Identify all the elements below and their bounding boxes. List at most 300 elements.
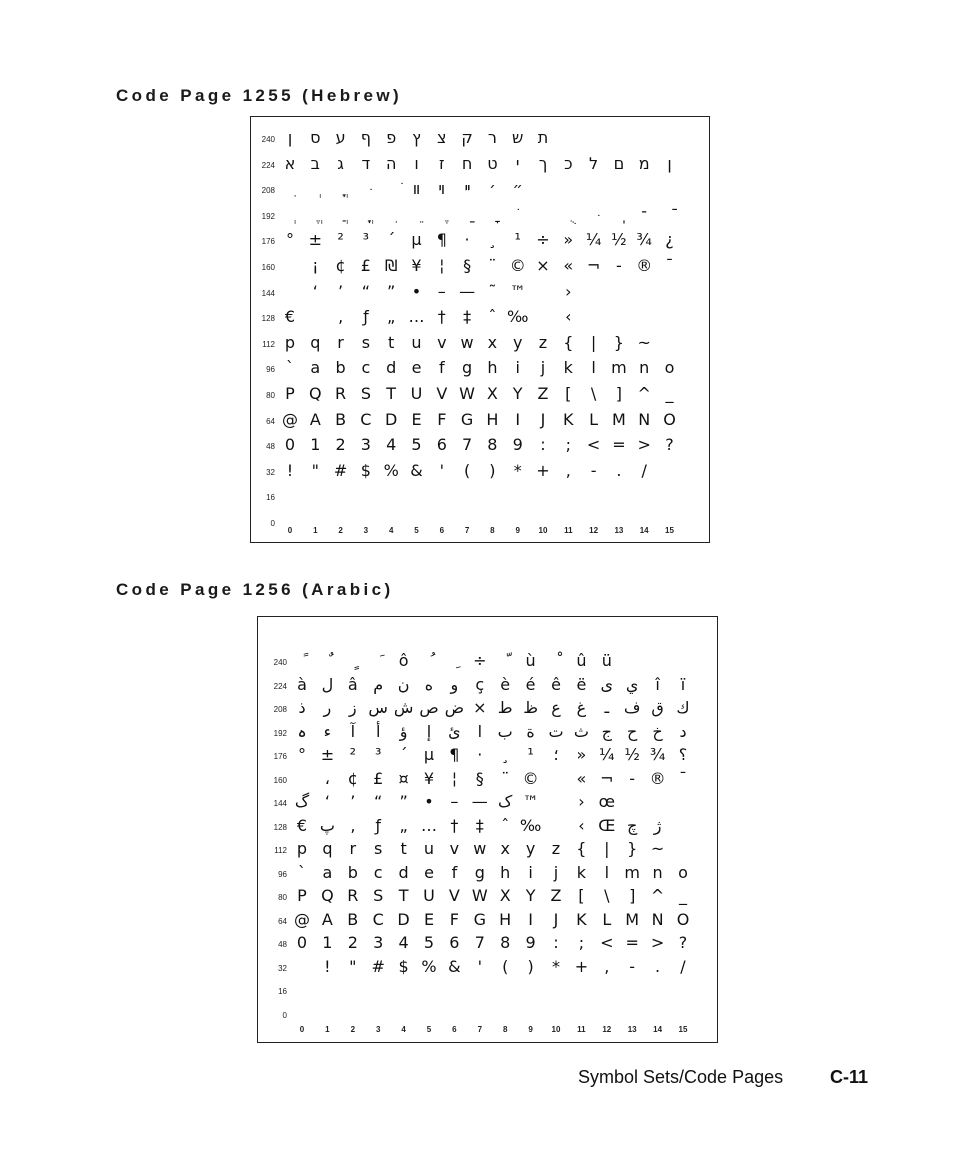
char-cell: I: [515, 409, 521, 429]
char-cell: €: [296, 815, 308, 835]
char-cell: آ: [350, 721, 356, 741]
char-cell: [302, 180, 328, 198]
char-cell: [277, 180, 303, 198]
char-cell: ¹: [527, 745, 534, 764]
char-cell: s: [374, 839, 383, 858]
char-cell: 8: [500, 933, 511, 952]
table-row: [258, 791, 717, 816]
table-row: [258, 862, 717, 887]
char-cell: 2: [335, 435, 346, 455]
char-cell: ץ: [412, 128, 421, 147]
char-cell: 5: [423, 933, 435, 952]
column-label: 4: [388, 526, 394, 535]
row-label: 176: [261, 237, 275, 247]
char-cell: ר: [487, 128, 497, 147]
column-label: 10: [538, 526, 548, 535]
char-cell: א: [284, 153, 296, 173]
char-cell: 6: [449, 933, 460, 952]
char-cell: J: [540, 409, 546, 429]
char-cell: j: [553, 862, 559, 882]
char-cell: |: [590, 332, 597, 352]
char-cell: d: [386, 358, 397, 378]
code-table-arabic: [257, 616, 718, 1043]
char-cell: ד: [361, 153, 371, 173]
char-cell: 0: [296, 933, 308, 952]
char-cell: ¡: [312, 256, 319, 275]
char-cell: `: [298, 862, 306, 882]
char-cell: ": [311, 460, 319, 480]
char-cell: @: [282, 409, 298, 429]
char-cell: •: [411, 281, 422, 301]
table-row: [251, 204, 709, 229]
char-cell: ¨: [501, 768, 510, 788]
char-cell: [: [565, 384, 572, 403]
char-cell: ': [439, 460, 444, 480]
char-cell: H: [499, 909, 512, 929]
table-row: [251, 178, 709, 203]
column-label: 3: [363, 526, 369, 535]
char-cell: x: [487, 332, 498, 352]
char-cell: ƒ: [375, 815, 381, 835]
char-cell: ®: [649, 768, 666, 788]
char-cell: #: [333, 460, 348, 480]
char-cell: >: [650, 933, 665, 952]
char-cell: V: [448, 886, 460, 905]
char-cell: l: [591, 358, 596, 378]
column-label: 11: [577, 1025, 586, 1034]
char-cell: ?: [665, 435, 674, 455]
char-cell: W: [471, 886, 488, 905]
char-cell: {: [576, 839, 587, 858]
char-cell: ÷: [536, 230, 550, 250]
char-cell: !: [324, 956, 331, 976]
char-cell: ü: [601, 651, 612, 670]
table-row: [251, 127, 709, 152]
char-cell: f: [451, 862, 458, 882]
char-cell: °: [286, 230, 294, 250]
char-cell: N: [651, 909, 664, 929]
column-label: 13: [627, 1025, 637, 1034]
char-cell: ¼: [599, 745, 615, 764]
char-cell: ±: [308, 230, 322, 250]
char-cell: ئ: [448, 721, 461, 741]
char-cell: [657, 206, 683, 224]
char-cell: ذ: [298, 698, 306, 717]
column-label: 0: [287, 526, 293, 535]
column-label: 14: [639, 526, 649, 535]
char-cell: ": [349, 956, 357, 976]
column-label: 12: [602, 1025, 612, 1034]
char-cell: G: [473, 909, 486, 929]
char-cell: گ: [294, 792, 310, 811]
char-cell: °: [298, 745, 306, 764]
column-label: 8: [502, 1025, 508, 1034]
char-cell: ½: [624, 745, 640, 764]
char-cell: Q: [309, 384, 322, 403]
char-cell: ): [489, 460, 496, 480]
char-cell: è: [500, 674, 511, 694]
char-cell: ?: [678, 933, 688, 952]
char-cell: +: [536, 460, 550, 480]
row-label: 160: [273, 775, 287, 785]
row-label: 0: [270, 519, 275, 528]
char-cell: 4: [398, 933, 409, 952]
row-label: 192: [261, 211, 275, 221]
char-cell: 1: [310, 435, 321, 455]
char-cell: ': [477, 956, 482, 976]
char-cell: ي: [625, 674, 639, 694]
table-row: [258, 815, 717, 840]
char-cell: ױ: [438, 179, 446, 199]
char-cell: S: [360, 384, 371, 403]
char-cell: i: [515, 358, 520, 378]
char-cell: F: [449, 909, 459, 929]
char-cell: ־: [641, 204, 648, 224]
char-cell: —: [471, 792, 488, 811]
char-cell: K: [576, 909, 587, 929]
table-row: [251, 383, 709, 408]
column-label: 15: [678, 1025, 688, 1034]
column-label: 14: [653, 1025, 663, 1034]
char-cell: £: [360, 256, 371, 275]
char-cell: U: [410, 384, 423, 403]
char-cell: ة: [526, 721, 535, 741]
char-cell: ן: [667, 153, 672, 173]
char-cell: d: [398, 862, 409, 882]
char-cell: ף: [360, 128, 371, 147]
char-cell: C: [360, 409, 372, 429]
char-cell: [492, 652, 518, 670]
char-cell: ^: [650, 886, 665, 905]
char-cell: ): [527, 956, 534, 976]
row-label: 32: [266, 467, 275, 477]
char-cell: ë: [576, 674, 587, 694]
char-cell: ²: [349, 745, 356, 764]
char-cell: ¬: [600, 768, 614, 788]
char-cell: D: [397, 909, 410, 929]
table-row: [258, 932, 717, 957]
char-cell: t: [400, 839, 407, 858]
char-cell: ¥: [423, 768, 435, 788]
char-cell: ¥: [411, 256, 422, 275]
char-cell: ز: [348, 698, 357, 717]
char-cell: [378, 206, 404, 224]
char-cell: ؤ: [399, 721, 408, 741]
char-cell: ’: [350, 792, 356, 811]
column-label: 9: [515, 526, 520, 535]
column-label: 5: [414, 526, 419, 535]
char-cell: ·: [477, 745, 483, 764]
char-cell: &: [448, 956, 461, 976]
column-label: 3: [375, 1025, 381, 1034]
char-cell: ¶: [449, 745, 460, 764]
char-cell: *: [552, 956, 560, 976]
char-cell: ל: [589, 153, 599, 173]
char-cell: b: [335, 358, 346, 378]
char-cell: Y: [525, 886, 536, 905]
char-cell: ط: [497, 698, 513, 717]
char-cell: _: [665, 384, 674, 403]
char-cell: ם: [613, 153, 625, 173]
char-cell: ع: [551, 698, 561, 717]
char-cell: 6: [436, 435, 447, 455]
char-cell: ء: [323, 721, 332, 741]
char-cell: i: [528, 862, 533, 882]
char-cell: -: [629, 956, 636, 976]
char-cell: M: [625, 909, 640, 929]
char-cell: w: [473, 839, 487, 858]
char-cell: A: [309, 409, 321, 429]
table-row: [251, 357, 709, 382]
char-cell: ¨: [488, 256, 497, 275]
char-cell: [606, 206, 632, 224]
char-cell: ت: [548, 721, 564, 741]
char-cell: [365, 652, 391, 670]
row-label: 16: [266, 493, 275, 503]
char-cell: ;: [578, 933, 585, 952]
char-cell: ½: [611, 230, 627, 250]
char-cell: V: [436, 384, 448, 403]
char-cell: 9: [512, 435, 523, 455]
char-cell: ظ: [523, 698, 538, 717]
char-cell: [416, 652, 442, 670]
char-cell: u: [411, 332, 422, 352]
char-cell: O: [676, 909, 690, 929]
char-cell: خ: [652, 721, 663, 741]
char-cell: ‡: [475, 815, 484, 835]
char-cell: ±: [320, 745, 335, 764]
row-label: 112: [274, 846, 287, 855]
char-cell: ê: [551, 674, 561, 694]
char-cell: ؛: [553, 745, 559, 764]
char-cell: .: [616, 460, 622, 480]
char-cell: פ: [386, 128, 397, 147]
char-cell: }: [613, 332, 624, 352]
char-cell: ہ: [297, 721, 307, 741]
char-cell: H: [486, 409, 499, 429]
table-row: [251, 153, 709, 178]
char-cell: מ: [638, 153, 650, 173]
char-cell: [505, 206, 531, 224]
char-cell: ש: [512, 128, 524, 147]
char-cell: R: [335, 384, 347, 403]
table-row: [251, 306, 709, 331]
char-cell: ›: [578, 792, 585, 811]
char-cell: !: [286, 460, 294, 480]
section-title-arabic: Code Page 1256 (Arabic): [116, 580, 394, 599]
char-cell: ‚: [350, 815, 356, 835]
column-label: 15: [665, 526, 674, 535]
char-cell: ¸: [488, 230, 497, 250]
char-cell: N: [638, 409, 651, 429]
char-cell: ™: [509, 281, 526, 301]
char-cell: Y: [512, 384, 523, 403]
char-cell: ‰: [519, 815, 542, 835]
char-cell: ¦: [451, 768, 458, 788]
char-cell: ،: [324, 768, 330, 788]
table-row: [251, 409, 709, 434]
char-cell: >: [637, 435, 651, 455]
char-cell: ش: [393, 698, 414, 717]
column-label: 12: [589, 526, 599, 535]
char-cell: x: [500, 839, 510, 858]
char-cell: ¯: [665, 256, 674, 275]
row-label: 96: [266, 365, 275, 375]
char-cell: F: [437, 409, 447, 429]
char-cell: د: [679, 721, 687, 741]
char-cell: ט: [487, 153, 498, 173]
char-cell: <: [586, 435, 601, 455]
char-cell: ׳: [489, 179, 496, 199]
row-label: 240: [273, 658, 287, 667]
char-cell: t: [388, 332, 395, 352]
char-cell: ¿: [665, 230, 674, 250]
char-cell: ƒ: [363, 307, 369, 327]
char-cell: ©: [509, 256, 526, 275]
char-cell: ך: [538, 153, 548, 173]
char-cell: ـ: [604, 698, 610, 717]
char-cell: K: [563, 409, 574, 429]
column-label: 4: [401, 1025, 406, 1034]
char-cell: E: [423, 909, 435, 929]
table-row: [251, 229, 709, 254]
char-cell: [619, 652, 645, 670]
char-cell: ¾: [649, 745, 666, 764]
row-label: 208: [261, 186, 275, 196]
char-cell: &: [410, 460, 423, 480]
char-cell: c: [361, 358, 371, 378]
char-cell: g: [462, 358, 473, 378]
char-cell: D: [385, 409, 398, 429]
row-label: 112: [262, 339, 275, 349]
char-cell: 3: [360, 435, 371, 455]
char-cell: L: [602, 909, 612, 929]
char-cell: ك: [676, 698, 690, 717]
table-row: [251, 460, 709, 485]
char-cell: ק: [461, 128, 473, 147]
table-row: [251, 281, 709, 306]
char-cell: ת: [537, 128, 549, 147]
footer-page-number: C-11: [830, 1067, 869, 1087]
char-cell: L: [589, 409, 599, 429]
char-cell: װ: [412, 179, 421, 199]
char-cell: *: [513, 460, 522, 480]
char-cell: =: [612, 435, 626, 455]
char-cell: [404, 206, 430, 224]
char-cell: [340, 652, 366, 670]
char-cell: ˜: [488, 281, 497, 301]
char-cell: إ: [426, 721, 432, 741]
char-cell: •: [424, 792, 434, 811]
row-label: 0: [282, 1010, 287, 1020]
char-cell: [378, 180, 404, 198]
char-cell: k: [576, 862, 587, 882]
char-cell: ס: [310, 128, 321, 147]
char-cell: 5: [411, 435, 422, 455]
row-label: 192: [273, 728, 287, 738]
char-cell: „: [387, 307, 396, 327]
char-cell: p: [284, 332, 296, 352]
char-cell: «: [563, 256, 574, 275]
char-cell: ;: [565, 435, 571, 455]
code-table-hebrew: [250, 116, 710, 543]
char-cell: [314, 652, 340, 670]
char-cell: [: [578, 886, 585, 905]
char-cell: B: [335, 409, 347, 429]
row-label: 144: [273, 799, 287, 808]
char-cell: م: [373, 674, 384, 694]
row-label: 32: [278, 963, 287, 973]
char-cell: p: [296, 839, 308, 858]
table-row: [258, 979, 717, 1004]
char-cell: X: [499, 886, 511, 905]
char-cell: «: [576, 768, 587, 788]
char-cell: [429, 206, 455, 224]
char-cell: ו: [414, 153, 419, 173]
char-cell: é: [525, 674, 536, 694]
char-cell: ج: [601, 721, 612, 741]
char-cell: ›: [565, 281, 572, 301]
table-row: [258, 697, 717, 722]
char-cell: _: [679, 886, 687, 905]
char-cell: P: [297, 886, 307, 905]
char-cell: \: [590, 384, 597, 403]
char-cell: £: [373, 768, 384, 788]
char-cell: ©: [522, 768, 539, 788]
char-cell: 2: [347, 933, 358, 952]
char-cell: [645, 793, 671, 811]
char-cell: u: [423, 839, 435, 858]
char-cell: A: [321, 909, 333, 929]
row-label: 96: [278, 869, 287, 879]
char-cell: [328, 206, 354, 224]
char-cell: ¬: [586, 256, 601, 275]
char-cell: ‡: [463, 307, 472, 327]
char-cell: [454, 206, 480, 224]
char-cell: ض: [444, 698, 465, 717]
char-cell: <: [600, 933, 614, 952]
char-cell: a: [310, 358, 321, 378]
char-cell: (: [463, 460, 471, 480]
char-cell: }: [627, 839, 638, 858]
char-cell: e: [411, 358, 422, 378]
char-cell: ”: [387, 281, 396, 301]
char-cell: ç: [475, 674, 485, 694]
char-cell: w: [460, 332, 474, 352]
char-cell: â: [347, 674, 358, 694]
char-cell: ”: [399, 792, 408, 811]
char-cell: ג: [337, 153, 344, 173]
char-cell: [479, 206, 505, 224]
char-cell: ا: [477, 721, 483, 741]
column-label: 0: [299, 1025, 305, 1034]
char-cell: …: [421, 815, 437, 835]
char-cell: q: [310, 332, 321, 352]
char-cell: I: [528, 909, 533, 929]
table-row: [258, 721, 717, 746]
char-cell: ¹: [514, 230, 521, 250]
char-cell: ח: [461, 153, 473, 173]
char-cell: 7: [462, 435, 473, 455]
char-cell: ى: [600, 674, 614, 694]
char-cell: j: [540, 358, 546, 378]
char-cell: @: [294, 909, 310, 929]
char-cell: ¤: [398, 768, 409, 788]
table-row: [258, 768, 717, 793]
char-cell: =: [625, 933, 639, 952]
char-cell: z: [551, 839, 561, 858]
char-cell: r: [349, 839, 357, 858]
